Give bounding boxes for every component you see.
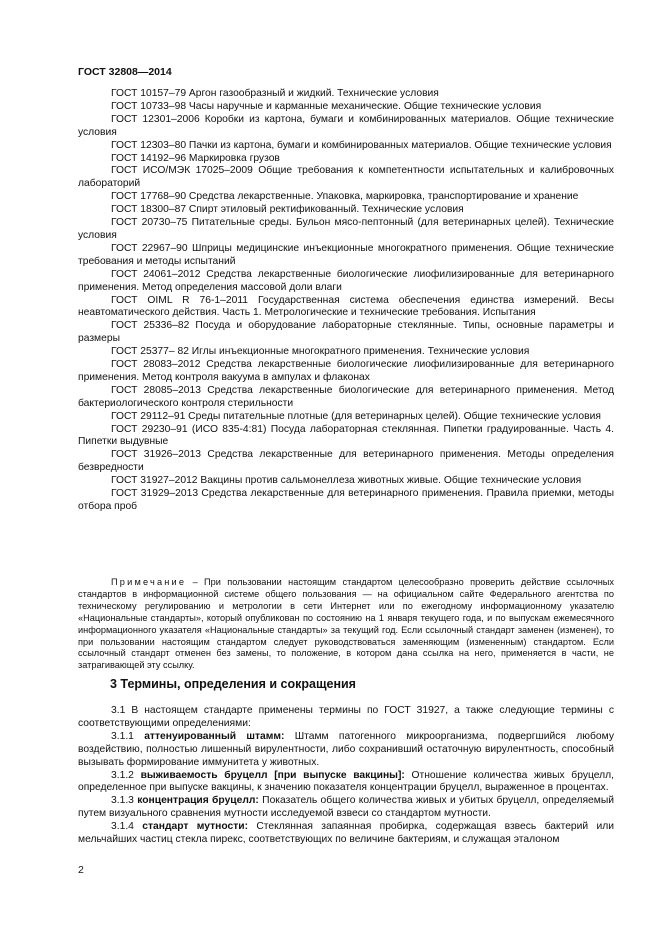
term-name: выживаемость бруцелл [при выпуске вакцины]: [140, 769, 405, 781]
document-header: ГОСТ 32808—2014 [78, 66, 172, 78]
reference-item: ГОСТ 28085–2013 Средства лекарственные биологические для ветеринарного применения. Метод бактериологического контроля стерильности [78, 384, 614, 409]
reference-item: ГОСТ 31926–2013 Средства лекарственные для ветеринарного применения. Методы определения безвредности [78, 449, 614, 474]
term-definition [78, 795, 614, 821]
term-number: 3.1.1 [111, 730, 145, 742]
reference-item: ГОСТ 22967–90 Шприцы медицинские инъекционные многократного применения. Общие технические требования и методы испытаний [78, 242, 614, 267]
reference-item: ГОСТ 29230–91 (ИСО 835-4:81) Посуда лабораторная стеклянная. Пипетки градуированные. Часть 4. Пипетки выдувные [78, 423, 614, 448]
reference-item: ГОСТ 31927–2012 Вакцины против сальмонеллеза животных живые. Общие технические условия [111, 475, 582, 487]
term-number: 3.1.3 [111, 795, 138, 807]
term-definition [78, 731, 614, 770]
note-text: – При пользовании настоящим стандартом целесообразно проверить действие ссылочных стандартов в информационной системе общего пользования — на официальном сайте Федерального агентства по техническому регулированию и метрологии в сети Интернет или по ежегодному информационному указателю «Национальные стандарты», который опубликован по состоянию на 1 января текущего года, и по выпускам ежемесячного информационного указателя «Национальные стандарты» за текущий год. Если ссылочный стандарт заменен (изменен), то при пользовании настоящим стандартом следует руководствоваться заменяющим (измененным) стандартом. Если ссылочный стандарт отменен без замены, то положение, в котором дана ссылка на него, применяется в части, не затрагивающей эту ссылку. [78, 577, 614, 671]
term-text: Показатель общего количества живых и убитых бруцелл, определяемый путем визуального сравнения мутности исследуемой взвеси со стандартом мутности. [78, 795, 615, 820]
term-name: концентрация бруцелл: [137, 795, 259, 807]
page-number: 2 [78, 864, 84, 876]
reference-item: ГОСТ 17768–90 Средства лекарственные. Упаковка, маркировка, транспортирование и хранение [111, 191, 579, 203]
reference-item: ГОСТ 25377– 82 Иглы инъекционные многократного применения. Технические условия [111, 346, 530, 358]
term-text: Стеклянная запаянная пробирка, содержащая взвесь бактерий или мельчайших частиц стекла пирекс, соответствующих по величине бактериям, и служащая эталоном [78, 821, 614, 846]
reference-item: ГОСТ 10157–79 Аргон газообразный и жидкий. Технические условия [111, 88, 439, 99]
reference-item: ГОСТ 25336–82 Посуда и оборудование лабораторные стеклянные. Типы, основные параметры и размеры [78, 320, 614, 345]
reference-item: ГОСТ 24061–2012 Средства лекарственные биологические лиофилизированные для ветеринарного применения. Метод определения массовой доли влаги [78, 268, 614, 293]
reference-item: ГОСТ 12303–80 Пачки из картона, бумаги и комбинированных материалов. Общие технические условия [111, 139, 612, 151]
reference-item: ГОСТ 31929–2013 Средства лекарственные для ветеринарного применения. Правила приемки, методы отбора проб [78, 488, 614, 512]
term-text: Отношение количества живых бруцелл, определенное при выпуске вакцины, к значению показателя концентрации бруцелл, выраженное в процентах. [78, 769, 615, 794]
reference-item: ГОСТ 10733–98 Часы наручные и карманные механические. Общие технические условия [111, 100, 542, 112]
term-definition [78, 770, 614, 796]
reference-item: ГОСТ 12301–2006 Коробки из картона, бумаги и комбинированных материалов. Общие технические условия [78, 113, 614, 138]
terms-section [78, 705, 614, 847]
term-name: аттенуированный штамм: [144, 730, 285, 742]
term-name: стандарт мутности: [142, 821, 249, 833]
term-number: 3.1.2 [111, 769, 141, 781]
note-label: Примечание [111, 577, 187, 587]
term-text: Штамм патогенного микроорганизма, подвергшийся любому воздействию, полностью лишенный вирулентности, либо сохранивший остаточную вирулентность, способный вызывать формирование иммунитета у животных. [78, 730, 614, 768]
normative-references-list [78, 88, 614, 514]
terms-intro: 3.1 В настоящем стандарте применены термины по ГОСТ 31927, а также следующие термины с соответствующими определениями: [78, 705, 614, 729]
reference-item: ГОСТ 28083–2012 Средства лекарственные биологические лиофилизированные для ветеринарного применения. Метод контроля вакуума в ампулах и флаконах [78, 359, 614, 383]
term-definition [78, 821, 614, 847]
reference-item: ГОСТ 18300–87 Спирт этиловый ректификованный. Технические условия [111, 204, 464, 216]
reference-item: ГОСТ 14192–96 Маркировка грузов [111, 152, 280, 164]
section-heading: 3 Термины, определения и сокращения [110, 677, 356, 691]
term-number: 3.1.4 [111, 821, 143, 833]
reference-item: ГОСТ ИСО/МЭК 17025–2009 Общие требования к компетентности испытательных и калибровочных лабораторий [78, 165, 614, 190]
reference-item: ГОСТ 29112–91 Среды питательные плотные (для ветеринарных целей). Общие технические условия [111, 410, 601, 422]
note-paragraph [78, 577, 614, 672]
reference-item: ГОСТ 20730–75 Питательные среды. Бульон мясо-пептонный (для ветеринарных целей). Технические условия [78, 217, 614, 241]
reference-item: ГОСТ OIML R 76-1–2011 Государственная система обеспечения единства измерений. Весы неавтоматического действия. Часть 1. Метрологические и технические требования. Испытания [78, 294, 614, 319]
